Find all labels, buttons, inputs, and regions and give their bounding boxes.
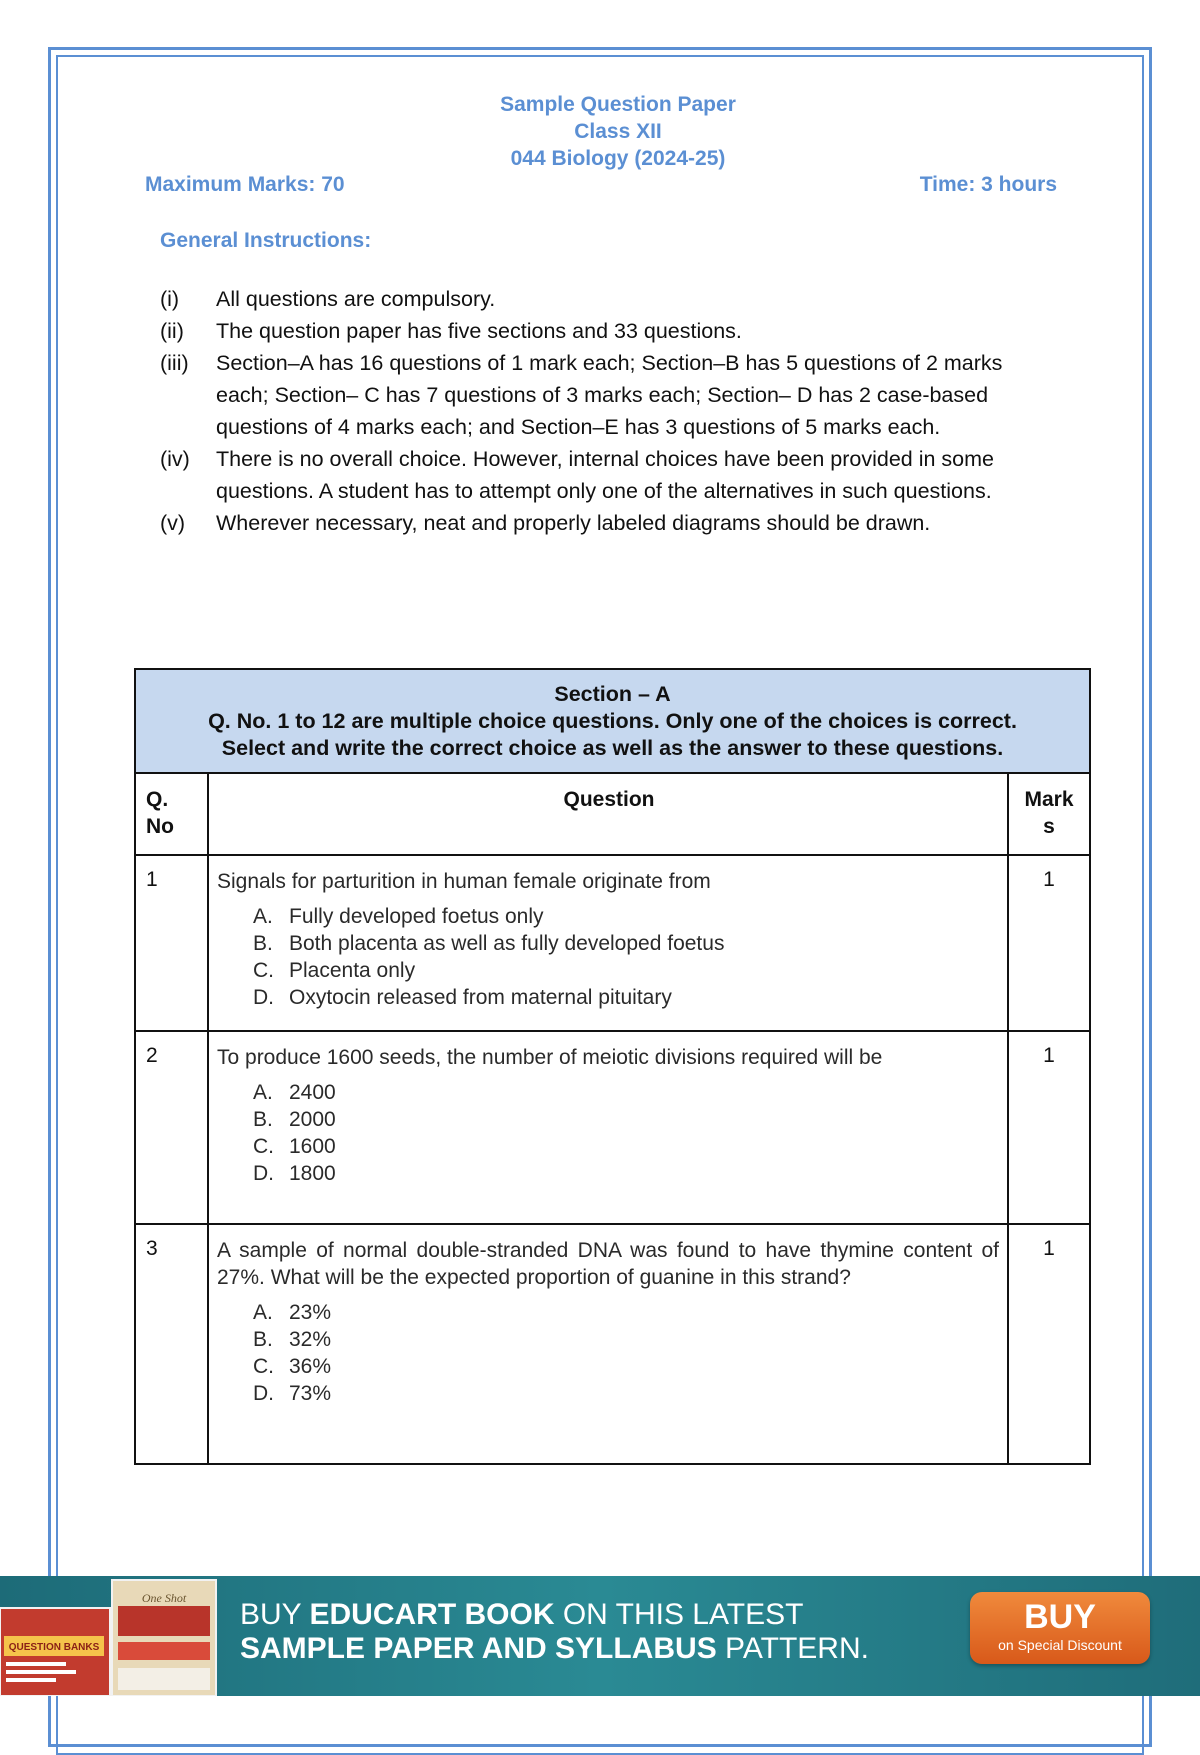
option-item	[253, 903, 999, 930]
banner-line-1-a: BUY	[240, 1598, 310, 1631]
buy-button-label: BUY	[1024, 1598, 1096, 1636]
section-instruction-line-1: Q. No. 1 to 12 are multiple choice questions. Only one of the choices is correct.	[208, 709, 1017, 733]
instruction-text: The question paper has five sections and 33 questions.	[216, 319, 742, 343]
paper-subject: 044 Biology (2024-25)	[510, 147, 726, 170]
option-item	[253, 1353, 999, 1380]
marks-time-row	[145, 173, 1057, 197]
question-body	[208, 1224, 1008, 1464]
option-label: C.	[253, 959, 274, 982]
option-text: 2400	[289, 1081, 336, 1104]
book-cover-2-title: One Shot	[141, 1591, 187, 1605]
paper-class: Class XII	[574, 120, 662, 143]
book-cover-2	[112, 1580, 216, 1696]
option-label: D.	[253, 1162, 274, 1185]
column-header-marks	[1008, 773, 1090, 855]
question-row	[135, 855, 1090, 1031]
instruction-number: (ii)	[160, 319, 184, 343]
buy-button[interactable]	[970, 1592, 1150, 1664]
instruction-number: (v)	[160, 511, 186, 535]
option-text: Both placenta as well as fully developed foetus	[289, 932, 725, 955]
book-cover-1	[0, 1608, 110, 1696]
question-number: 2	[135, 1031, 208, 1224]
section-title: Section – A	[554, 682, 671, 706]
option-label: C.	[253, 1355, 274, 1378]
book-cover-1-title: QUESTION BANKS	[8, 1642, 100, 1653]
instruction-item	[160, 315, 1060, 347]
instruction-item	[160, 347, 1060, 443]
instruction-item	[160, 443, 1060, 507]
column-header-marks-line2: s	[1043, 815, 1055, 838]
instruction-text: All questions are compulsory.	[216, 287, 496, 311]
instruction-item	[160, 507, 1060, 539]
banner-line-2-a: SAMPLE PAPER AND SYLLABUS	[240, 1632, 717, 1665]
banner-line-2-b: PATTERN.	[716, 1632, 869, 1665]
option-item	[253, 1160, 999, 1187]
option-item	[253, 957, 999, 984]
option-text: Oxytocin released from maternal pituitary	[289, 986, 672, 1009]
option-item	[253, 1326, 999, 1353]
section-instruction-line-2: Select and write the correct choice as well as the answer to these questions.	[221, 736, 1004, 760]
question-row	[135, 1224, 1090, 1464]
column-header-marks-line1: Mark	[1024, 788, 1074, 811]
option-label: D.	[253, 1382, 274, 1405]
column-header-qno-line2: No	[146, 815, 174, 838]
question-number: 3	[135, 1224, 208, 1464]
banner-text	[240, 1598, 960, 1666]
time-allowed: Time: 3 hours	[919, 173, 1057, 196]
instruction-text: Section–A has 16 questions of 1 mark each; Section–B has 5 questions of 2 marks each; Section– C has 7 questions of 3 marks each; Section– D has 2 case-based questions of 4 marks each; and Section–E has 3 questions of 5 marks each.	[216, 351, 1003, 439]
option-text: 1600	[289, 1135, 336, 1158]
banner-line-1-brand: EDUCART BOOK	[309, 1598, 555, 1631]
option-item	[253, 1380, 999, 1407]
question-stem: To produce 1600 seeds, the number of meiotic divisions required will be	[217, 1046, 883, 1069]
option-label: B.	[253, 1108, 273, 1131]
option-label: D.	[253, 986, 274, 1009]
column-header-question: Question	[208, 773, 1008, 855]
question-body	[208, 855, 1008, 1031]
maximum-marks: Maximum Marks: 70	[145, 173, 345, 196]
option-text: 36%	[289, 1355, 332, 1378]
general-instructions-heading: General Instructions:	[160, 229, 372, 252]
section-header	[135, 669, 1090, 773]
options-list	[217, 1299, 999, 1407]
question-body	[208, 1031, 1008, 1224]
instruction-number: (iv)	[160, 447, 190, 471]
instruction-item	[160, 283, 1060, 315]
option-text: 2000	[289, 1108, 336, 1131]
option-item	[253, 930, 999, 957]
buy-button-subtext: on Special Discount	[998, 1637, 1122, 1653]
question-number: 1	[135, 855, 208, 1031]
question-stem: Signals for parturition in human female originate from	[217, 870, 711, 893]
question-marks: 1	[1008, 1224, 1090, 1464]
question-stem: A sample of normal double-stranded DNA was found to have thymine content of 27%. What will be the expected proportion of guanine in this strand?	[217, 1239, 999, 1289]
option-label: A.	[253, 1081, 273, 1104]
column-header-qno-line1: Q.	[146, 788, 169, 811]
option-item	[253, 1133, 999, 1160]
question-marks: 1	[1008, 855, 1090, 1031]
column-header-qno	[135, 773, 208, 855]
option-text: 23%	[289, 1301, 332, 1324]
question-table	[134, 668, 1091, 1465]
paper-title: Sample Question Paper	[500, 93, 736, 116]
paper-header	[0, 91, 1200, 172]
options-list	[217, 903, 999, 1011]
banner-line-2	[240, 1632, 960, 1666]
option-text: 73%	[289, 1382, 332, 1405]
option-text: Fully developed foetus only	[289, 905, 544, 928]
question-marks: 1	[1008, 1031, 1090, 1224]
option-item	[253, 984, 999, 1011]
options-list	[217, 1079, 999, 1187]
option-item	[253, 1106, 999, 1133]
instruction-text: Wherever necessary, neat and properly labeled diagrams should be drawn.	[216, 511, 931, 535]
option-label: B.	[253, 932, 273, 955]
option-text: Placenta only	[289, 959, 416, 982]
option-label: A.	[253, 905, 273, 928]
option-label: C.	[253, 1135, 274, 1158]
educart-promo-banner[interactable]	[0, 1576, 1200, 1696]
instruction-number: (i)	[160, 287, 180, 311]
column-header-row	[135, 773, 1090, 855]
option-text: 32%	[289, 1328, 332, 1351]
banner-line-1	[240, 1598, 960, 1632]
instruction-text: There is no overall choice. However, internal choices have been provided in some questions. A student has to attempt only one of the alternatives in such questions.	[216, 447, 995, 503]
option-item	[253, 1299, 999, 1326]
instruction-number: (iii)	[160, 351, 189, 375]
option-text: 1800	[289, 1162, 336, 1185]
option-label: A.	[253, 1301, 273, 1324]
option-label: B.	[253, 1328, 273, 1351]
question-row	[135, 1031, 1090, 1224]
option-item	[253, 1079, 999, 1106]
instructions-list	[160, 283, 1060, 539]
book-stack-illustration	[0, 1576, 220, 1696]
banner-line-1-c: ON THIS LATEST	[554, 1598, 804, 1631]
